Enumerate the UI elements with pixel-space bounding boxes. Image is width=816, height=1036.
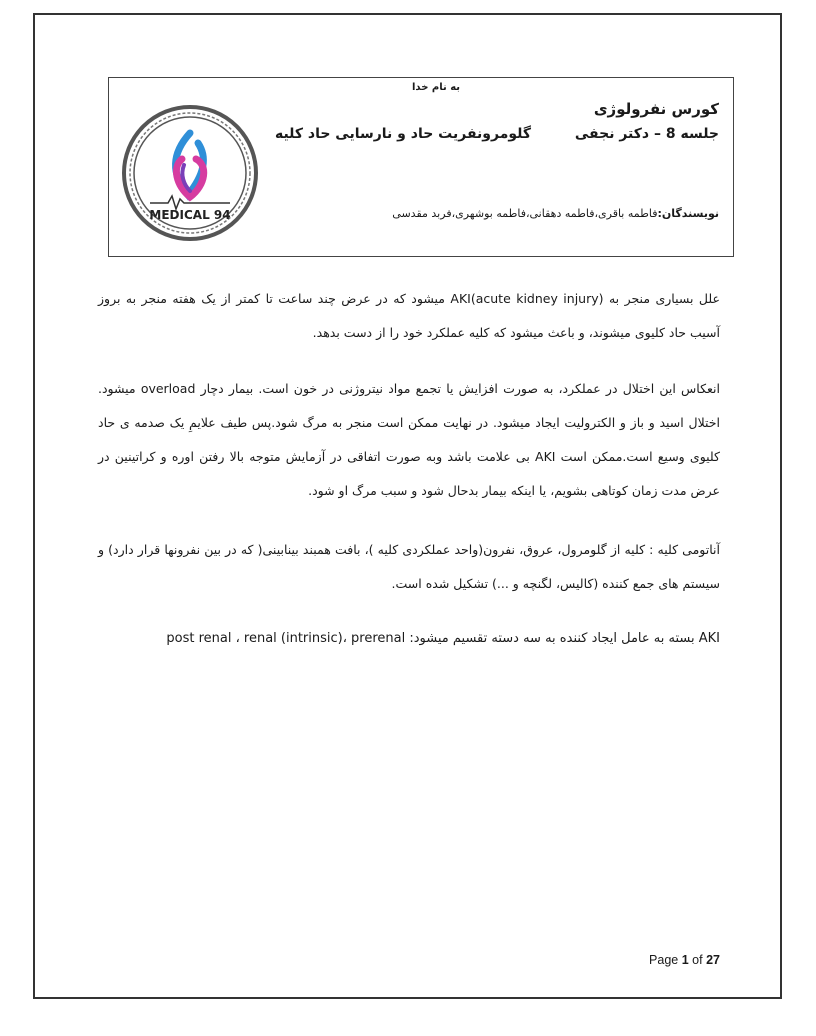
logo-text: MEDICAL 94 (149, 208, 231, 222)
basmala: به نام خدا (412, 82, 461, 93)
page-footer (649, 953, 720, 967)
authors-label: نویسندگان: (657, 207, 719, 220)
medical-94-logo (120, 103, 260, 243)
lecture-topic: گلومرونفریت حاد و نارسایی حاد کلیه (274, 126, 531, 142)
page-number: 1 (681, 953, 689, 967)
course-title: کورس نفرولوژی (593, 100, 719, 118)
authors-names: فاطمه باقری،فاطمه دهقانی،فاطمه بوشهری،فربد مقدسی (392, 207, 658, 220)
paragraph-kidney-anatomy: آناتومی کلیه : کلیه از گلومرول، عروق، نفرون(واحد عملکردی کلیه )، بافت همبند بینابینی( که در بین نفرونها قرار دارد) و سیستم های جمع کننده (کالیس، لگنچه و ...) تشکیل شده است. (98, 542, 720, 591)
of-word: of (692, 953, 703, 967)
paragraph-aki-classification: AKI بسته به عامل ایجاد کننده به سه دسته تقسیم میشود: post renal ، renal (intrinsic)، prerenal (166, 631, 720, 646)
total-pages: 27 (706, 953, 720, 967)
paragraph-aki-definition: علل بسیاری منجر به AKI(acute kidney injury) میشود که در عرض چند ساعت تا کمتر از یک هفته منجر به بروز آسیب حاد کلیوی میشوند، و باعث میشود که کلیه عملکرد خود را از دست بدهد. (98, 291, 720, 340)
page-word: Page (649, 953, 679, 967)
session-line: جلسه 8 – دکتر نجفی (574, 126, 719, 142)
authors-line (392, 207, 719, 220)
paragraph-aki-manifestations: انعکاس این اختلال در عملکرد، به صورت افزایش یا تجمع مواد نیتروژنی در خون است. بیمار دچار overload میشود. اختلال اسید و باز و الکترولیت ایجاد میشود. در نهایت ممکن است منجر به مرگ شود.پس طیف علایمِ یک صدمه ی حاد کلیوی وسیع است.ممکن است AKI بی علامت باشد وبه صورت اتفاقی در آزمایش متوجه بالا رفتن اوره و کراتینین در عرض مدت زمان کوتاهی بشویم، یا اینکه بیمار بدحال شود و سبب مرگ او شود. (98, 381, 721, 498)
